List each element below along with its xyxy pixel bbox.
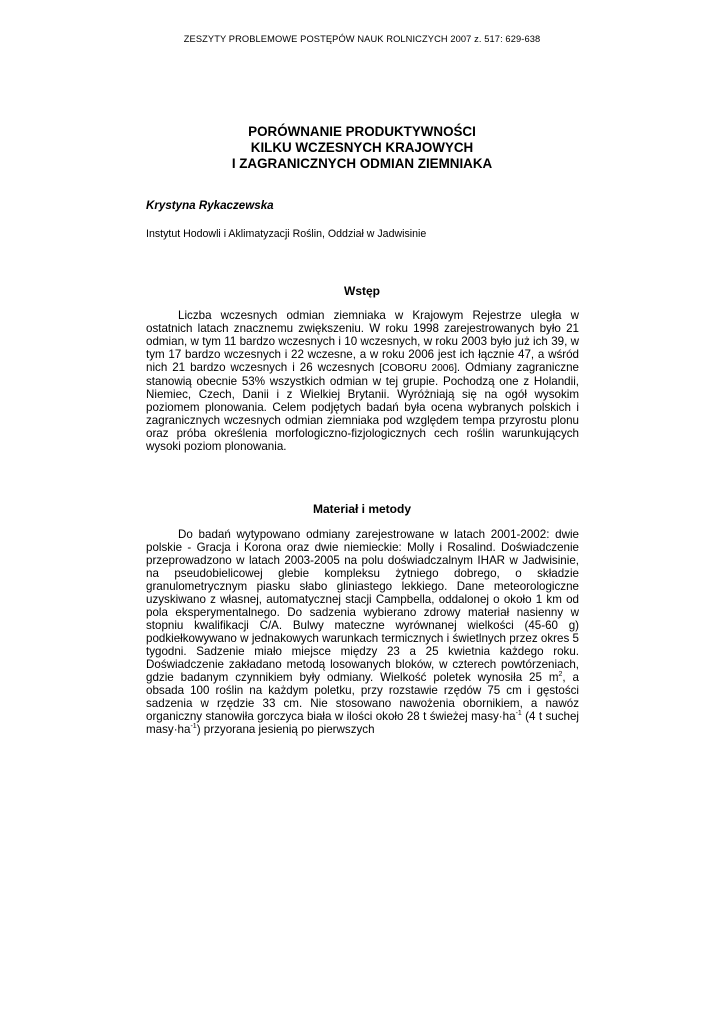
author-affiliation: Instytut Hodowli i Aklimatyzacji Roślin, Oddział w Jadwisinie: [146, 228, 427, 240]
section-heading-intro: Wstęp: [344, 284, 380, 298]
section-heading-methods: Materiał i metody: [312, 502, 412, 516]
superscript-m2: 2: [558, 671, 563, 678]
article-title: [0, 124, 724, 172]
methods-paragraph: [146, 528, 579, 736]
citation-coboru: [COBORU 2006]: [379, 363, 457, 374]
journal-running-header: ZESZYTY PROBLEMOWE POSTĘPÓW NAUK ROLNICZYCH 2007 z. 517: 629-638: [183, 34, 541, 44]
title-line-2: KILKU WCZESNYCH KRAJOWYCH: [250, 140, 474, 155]
title-line-3: I ZAGRANICZNYCH ODMIAN ZIEMNIAKA: [231, 156, 493, 171]
superscript-ha-1: -1: [515, 710, 522, 717]
methods-text-part-4: ) przyorana jesienią po pierwszych: [196, 723, 375, 736]
intro-text-part-2: . Odmiany zagraniczne stanowią obecnie 53% wszystkich odmian w tej grupie. Pochodzą one z Holandii, Niemiec, Czech, Danii i z Wielkiej Brytanii. Wyróżniają się na ogół wysokim poziomem plonowania. Celem podjętych badań była ocena wybranych polskich i zagranicznych wczesnych odmian ziemniaka pod względem tempa przyrostu plonu oraz próba określenia morfologiczno-fizjologicznych cech roślin warunkujących wysoki poziom plonowania.: [146, 361, 579, 453]
superscript-ha-1-second: -1: [190, 723, 197, 730]
methods-text-part-2: , a obsada 100 roślin na każdym poletku, przy rozstawie rzędów 75 cm i gęstości sadzenia w rzędzie 33 cm. Nie stosowano nawożenia obornikiem, a nawóz organiczny stanowiła gorczyca biała w ilości około 28 t świeżej masy·ha: [146, 671, 579, 723]
methods-text-part-1: Do badań wytypowano odmiany zarejestrowane w latach 2001-2002: dwie polskie - Gracja i Korona oraz dwie niemieckie: Molly i Rosalind. Doświadczenie przeprowadzono w latach 2003-2005 na polu doświadczalnym IHAR w Jadwisinie, na pseudobielicowej glebie kompleksu żytniego dobrego, o składzie granulometrycznym piasku słabo gliniastego lekkiego. Dane meteorologiczne uzyskiwano z własnej, automatycznej stacji Campbella, oddalonej o około 1 km od pola eksperymentalnego. Do sadzenia wybierano zdrowy materiał nasienny w stopniu kwalifikacji C/A. Bulwy mateczne wyrównanej wielkości (45-60 g) podkiełkowywano w jednakowych warunkach termicznych i świetlnych przez okres 5 tygodni. Sadzenie miało miejsce między 23 a 25 kwietnia każdego roku. Doświadczenie zakładano metodą losowanych bloków, w czterech powtórzeniach, gdzie badanym czynnikiem były odmiany. Wielkość poletek wynosiła 25 m: [146, 528, 579, 684]
author-name: Krystyna Rykaczewska: [146, 199, 274, 212]
methods-text-part-3: (4 t suchej masy·ha: [146, 710, 579, 736]
intro-paragraph: [146, 309, 579, 453]
title-line-1: PORÓWNANIE PRODUKTYWNOŚCI: [248, 124, 476, 139]
intro-text-part-1: Liczba wczesnych odmian ziemniaka w Krajowym Rejestrze uległa w ostatnich latach znacznemu zwiększeniu. W roku 1998 zarejestrowanych było 21 odmian, w tym 11 bardzo wczesnych i 10 wczesnych, w roku 2003 było już ich 39, w tym 17 bardzo wczesnych i 22 wczesne, a w roku 2006 jest ich łącznie 47, a wśród nich 21 bardzo wczesnych i 26 wczesnych: [146, 309, 579, 374]
